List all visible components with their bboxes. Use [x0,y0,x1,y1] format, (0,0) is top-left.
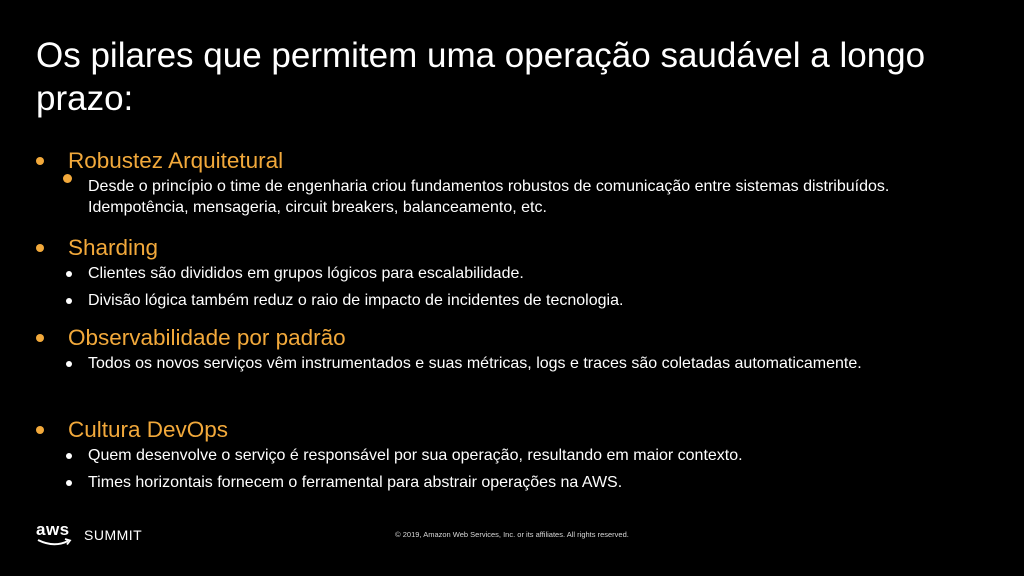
bullet-dot-icon [36,157,44,165]
bullet-dot-icon [66,271,72,277]
list-item-text: Desde o princípio o time de engenharia criou fundamentos robustos de comunicação entre sistemas distribuídos. Idempotência, mensageria, circuit breakers, balanceamento, etc. [88,178,890,216]
sub-list [36,445,986,493]
list-item [36,445,986,466]
section-heading-text: Robustez Arquitetural [68,148,284,173]
bullet-dot-icon [66,361,72,367]
bullet-dot-icon [66,480,72,486]
bullet-dot-icon [36,334,44,342]
event-name: SUMMIT [84,527,143,543]
section-heading [36,415,986,445]
section-robustez-arquitetural [36,146,986,233]
list-item-text: Times horizontais fornecem o ferramental para abstrair operações na AWS. [88,474,623,491]
slide-content [36,146,986,499]
list-item [36,176,986,218]
aws-logo-text: aws [36,520,70,539]
sub-list [36,353,986,374]
section-heading-text: Sharding [68,235,159,260]
sub-list [36,263,986,311]
list-item [36,290,986,311]
section-heading [36,146,986,176]
list-item-text: Clientes são divididos em grupos lógicos para escalabilidade. [88,265,524,282]
list-item [36,472,986,493]
section-heading [36,233,986,263]
sub-list [36,176,986,218]
aws-smile-icon [36,538,76,548]
list-item-text: Divisão lógica também reduz o raio de impacto de incidentes de tecnologia. [88,292,624,309]
copyright-notice: © 2019, Amazon Web Services, Inc. or its affiliates. All rights reserved. [395,530,629,539]
bullet-dot-icon [36,426,44,434]
bullet-dot-icon [63,174,72,183]
list-item [36,353,986,374]
section-heading-text: Cultura DevOps [68,417,229,442]
list-item-text: Todos os novos serviços vêm instrumentados e suas métricas, logs e traces são coletadas automaticamente. [88,355,862,372]
section-sharding [36,233,986,323]
list-item-text: Quem desenvolve o serviço é responsável por sua operação, resultando em maior contexto. [88,447,743,464]
list-item [36,263,986,284]
slide-title: Os pilares que permitem uma operação saudável a longo prazo: [36,36,926,118]
bullet-dot-icon [66,298,72,304]
section-heading-text: Observabilidade por padrão [68,325,346,350]
bullet-dot-icon [36,244,44,252]
section-cultura-devops [36,415,986,493]
section-heading [36,323,986,353]
bullet-dot-icon [66,453,72,459]
section-observabilidade [36,323,986,415]
